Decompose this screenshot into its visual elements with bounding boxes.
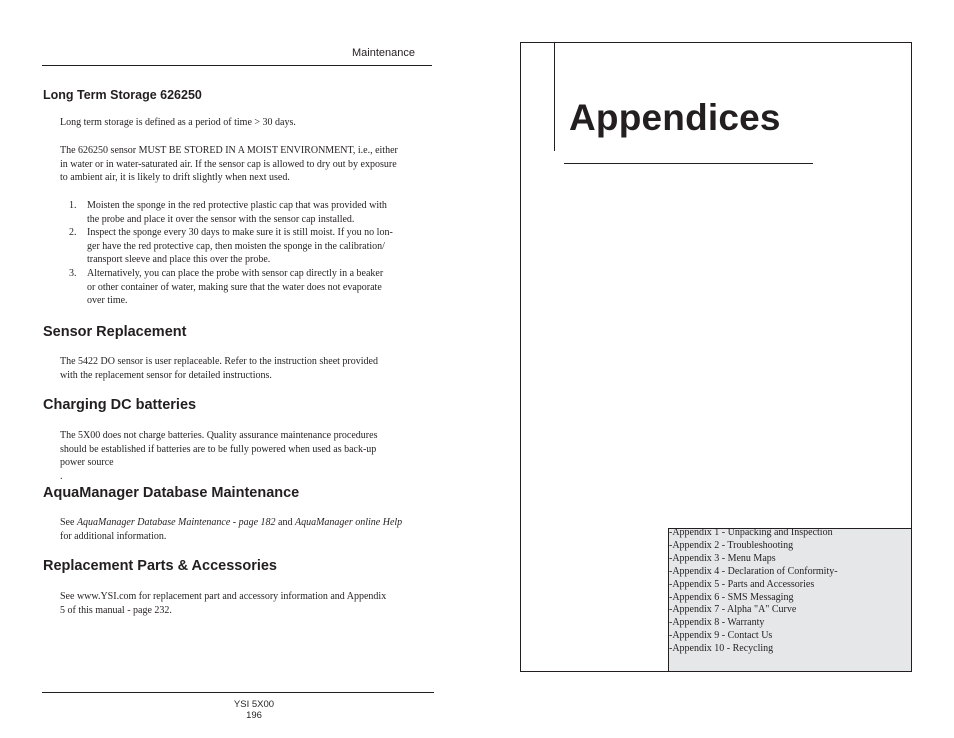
step-line: over time. xyxy=(87,295,128,307)
paragraph-line xyxy=(60,516,434,530)
heading-replacement-parts: Replacement Parts & Accessories xyxy=(43,558,277,574)
appendix-item-5[interactable]: -Appendix 5 - Parts and Accessories xyxy=(669,578,815,590)
paragraph-line: The 5X00 does not charge batteries. Quality assurance maintenance procedures xyxy=(60,430,378,441)
appendix-item-6[interactable]: -Appendix 6 - SMS Messaging xyxy=(669,591,794,603)
storage-steps-list xyxy=(60,199,434,308)
footer-rule xyxy=(42,692,434,693)
step-number: 1. xyxy=(69,200,77,211)
sensor-replacement-paragraph xyxy=(60,355,434,382)
paragraph-line: power source xyxy=(60,457,114,469)
aquamanager-maintenance-link[interactable]: AquaManager Database Maintenance - page 182 xyxy=(76,517,276,528)
paragraph-line: The 626250 sensor MUST BE STORED IN A MOIST ENVIRONMENT, i.e., either xyxy=(60,145,398,156)
appendix-list xyxy=(669,527,838,656)
appendix-item-2[interactable]: -Appendix 2 - Troubleshooting xyxy=(669,539,794,551)
long-term-moist-paragraph xyxy=(60,144,434,185)
paragraph-line: See www.YSI.com for replacement part and accessory information and Appendix xyxy=(60,591,387,602)
paragraph-line: 5 of this manual - page 232. xyxy=(60,604,172,616)
step-line: transport sleeve and place this over the probe. xyxy=(87,254,271,266)
charging-paragraph xyxy=(60,429,434,483)
replacement-parts-paragraph xyxy=(60,590,434,617)
aquamanager-paragraph xyxy=(60,516,434,543)
step-line: Moisten the sponge in the red protective plastic cap that was provided with xyxy=(87,200,387,211)
step-line: Alternatively, you can place the probe with sensor cap directly in a beaker xyxy=(87,267,384,279)
paragraph-line: with the replacement sensor for detailed instructions. xyxy=(60,369,272,381)
running-header: Maintenance xyxy=(352,47,415,59)
see-text: See xyxy=(60,517,77,528)
heading-charging-dc-batteries: Charging DC batteries xyxy=(43,397,197,413)
heading-sensor-replacement: Sensor Replacement xyxy=(43,324,187,340)
and-text: and xyxy=(275,517,295,528)
list-item xyxy=(60,267,434,308)
header-rule xyxy=(42,65,432,66)
aquamanager-help-link[interactable]: AquaManager online Help xyxy=(294,517,403,528)
appendix-item-1[interactable]: -Appendix 1 - Unpacking and Inspection xyxy=(669,527,833,538)
list-item xyxy=(60,199,434,226)
heading-aquamanager-maintenance: AquaManager Database Maintenance xyxy=(43,485,300,501)
paragraph-line: to ambient air, it is likely to drift slightly when next used. xyxy=(60,172,290,184)
list-item xyxy=(60,226,434,267)
appendix-item-4[interactable]: -Appendix 4 - Declaration of Conformity- xyxy=(669,565,838,577)
stray-period: . xyxy=(60,470,63,482)
paragraph-line: The 5422 DO sensor is user replaceable. Refer to the instruction sheet provided xyxy=(60,356,378,367)
paragraph-line: should be established if batteries are to be fully powered when used as back-up xyxy=(60,443,377,455)
footer-brand: YSI 5X00 xyxy=(233,699,275,710)
long-term-definition: Long term storage is defined as a period of time > 30 days. xyxy=(60,117,296,128)
paragraph-line: for additional information. xyxy=(60,530,167,542)
step-number: 2. xyxy=(69,227,77,239)
appendix-item-10[interactable]: -Appendix 10 - Recycling xyxy=(669,643,774,655)
step-number: 3. xyxy=(69,267,77,279)
title-vertical-rule xyxy=(554,43,555,151)
heading-long-term-storage: Long Term Storage 626250 xyxy=(43,88,202,102)
step-line: Inspect the sponge every 30 days to make sure it is still moist. If you no lon- xyxy=(87,227,393,239)
appendix-item-9[interactable]: -Appendix 9 - Contact Us xyxy=(669,630,773,642)
page-number: 196 xyxy=(246,710,262,721)
title-underline xyxy=(564,163,813,164)
step-line: the probe and place it over the sensor with the sensor cap installed. xyxy=(87,213,355,225)
step-line: ger have the red protective cap, then moisten the sponge in the calibration/ xyxy=(87,240,385,252)
appendix-item-3[interactable]: -Appendix 3 - Menu Maps xyxy=(669,552,776,564)
appendix-item-8[interactable]: -Appendix 8 - Warranty xyxy=(669,617,765,629)
paragraph-line: in water or in water-saturated air. If the sensor cap is allowed to dry out by exposure xyxy=(60,158,397,170)
appendix-item-7[interactable]: -Appendix 7 - Alpha "A" Curve xyxy=(669,604,797,616)
step-line: or other container of water, making sure that the water does not evaporate xyxy=(87,281,382,293)
page-title: Appendices xyxy=(569,97,781,138)
